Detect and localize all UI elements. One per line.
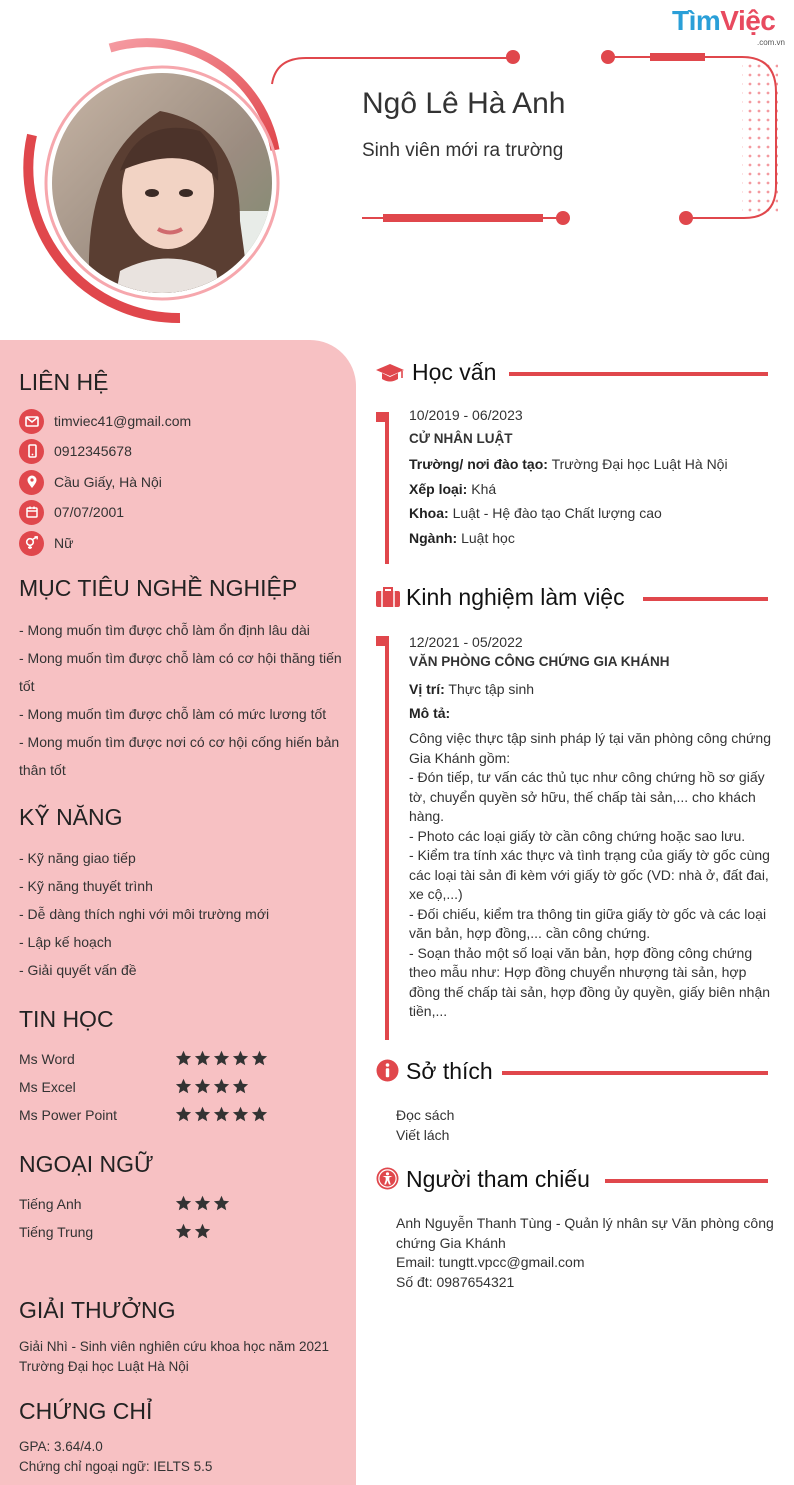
- timeline-bar: [385, 636, 389, 1040]
- skill-item: - Lập kế hoạch: [19, 934, 112, 950]
- it-item-name: Ms Power Point: [19, 1107, 118, 1123]
- contact-dob: [19, 499, 124, 525]
- language-item-name: Tiếng Anh: [19, 1196, 82, 1212]
- major-label: Ngành:: [409, 530, 458, 546]
- reference-line: Số đt: 0987654321: [396, 1273, 515, 1290]
- education-period: 10/2019 - 06/2023: [409, 407, 523, 423]
- language-rating: [175, 1195, 230, 1212]
- star-icon: [251, 1106, 268, 1123]
- star-icon: [213, 1195, 230, 1212]
- education-heading: Học vấn: [412, 359, 497, 385]
- objective-line: - Mong muốn tìm được nơi có cơ hội cống hiến bản: [19, 734, 340, 750]
- desc-line: - Soạn thảo một số loại văn bản, hợp đồng công chứng: [409, 944, 753, 961]
- skill-item: - Giải quyết vấn đề: [19, 962, 137, 978]
- skill-item: - Dễ dàng thích nghi với môi trường mới: [19, 906, 270, 922]
- candidate-role: Sinh viên mới ra trường: [362, 140, 564, 161]
- star-icon: [175, 1195, 192, 1212]
- calendar-icon: [19, 500, 44, 525]
- desc-line: hàng.: [409, 808, 445, 824]
- desc-line: các loại tài sản đi kèm với giấy tờ gốc (VD: nhà ở, đất đai,: [409, 866, 769, 883]
- objective-line: - Mong muốn tìm được chỗ làm có mức lương tốt: [19, 706, 327, 722]
- references-list: [396, 1214, 776, 1292]
- star-icon: [194, 1195, 211, 1212]
- experience-heading: Kinh nghiệm làm việc: [406, 584, 625, 610]
- star-icon: [194, 1106, 211, 1123]
- rank-value: Khá: [471, 481, 497, 497]
- major-value: Luật học: [461, 530, 515, 546]
- logo-part2: Việc: [720, 5, 776, 36]
- objective-line: thân tốt: [19, 762, 66, 778]
- experience-desc-label: [409, 701, 450, 725]
- education-school: [409, 452, 728, 476]
- graduation-cap-icon: [375, 362, 405, 384]
- star-icon: [232, 1050, 249, 1067]
- language-rating: [175, 1223, 211, 1240]
- reference-line: Anh Nguyễn Thanh Tùng - Quản lý nhân sự Văn phòng công: [396, 1215, 774, 1231]
- hobby-item: Đọc sách: [396, 1107, 455, 1123]
- phone-text: 0912345678: [54, 443, 132, 459]
- star-icon: [213, 1050, 230, 1067]
- person-icon: [376, 1167, 399, 1190]
- desc-line: đồng thế chấp tài sản, hợp đồng ủy quyền, giấy biên nhận: [409, 983, 771, 1000]
- desc-line: theo mẫu như: Hợp đồng chuyển nhượng tài sản, hợp: [409, 964, 747, 980]
- references-divider: [605, 1179, 768, 1183]
- experience-company: VĂN PHÒNG CÔNG CHỨNG GIA KHÁNH: [409, 654, 670, 669]
- desc-line: tờ, chuyển quyền sở hữu, thế chấp tài sản,... cho khách: [409, 788, 756, 805]
- desc-label: Mô tả:: [409, 705, 451, 721]
- avatar: [50, 71, 274, 295]
- desc-line: tiền,...: [409, 1003, 448, 1019]
- dob-text: 07/07/2001: [54, 504, 125, 520]
- experience-divider: [643, 597, 768, 601]
- rank-label: Xếp loại:: [409, 481, 468, 497]
- objective-line: - Mong muốn tìm được chỗ làm có cơ hội thăng tiến: [19, 650, 342, 666]
- star-icon: [213, 1078, 230, 1095]
- position-value: Thực tập sinh: [448, 681, 535, 697]
- it-rating: [175, 1050, 268, 1067]
- objective-line: - Mong muốn tìm được chỗ làm ổn định lâu dài: [19, 622, 310, 638]
- it-rating: [175, 1106, 268, 1123]
- star-icon: [232, 1078, 249, 1095]
- language-item-name: Tiếng Trung: [19, 1224, 94, 1240]
- desc-line: - Kiểm tra tính xác thực và tình trạng của giấy tờ gốc cùng: [409, 847, 770, 863]
- faculty-value: Luật - Hệ đào tạo Chất lượng cao: [452, 505, 662, 521]
- languages-heading: NGOẠI NGỮ: [19, 1151, 154, 1177]
- desc-line: - Đón tiếp, tư vấn các thủ tục như công chứng hồ sơ giấy: [409, 769, 765, 785]
- it-item-name: Ms Excel: [19, 1079, 76, 1095]
- timeline-bar: [385, 412, 389, 564]
- education-rank: [409, 477, 496, 501]
- star-icon: [194, 1050, 211, 1067]
- desc-line: Gia Khánh gồm:: [409, 749, 511, 766]
- gender-text: Nữ: [54, 535, 74, 551]
- hobby-item: Viết lách: [396, 1126, 450, 1143]
- awards-list: [19, 1337, 349, 1377]
- desc-line: - Đối chiếu, kiểm tra thông tin giữa giấy tờ gốc và các loại: [409, 905, 767, 922]
- position-label: Vị trí:: [409, 681, 445, 697]
- desc-line: văn bản, hợp đồng,... cần công chứng.: [409, 925, 651, 941]
- education-degree: CỬ NHÂN LUẬT: [409, 431, 513, 446]
- desc-line: xe cộ,...): [409, 886, 463, 902]
- cert-line: Chứng chỉ ngoại ngữ: IELTS 5.5: [19, 1459, 213, 1474]
- contact-email[interactable]: [19, 408, 191, 434]
- it-heading: TIN HỌC: [19, 1006, 114, 1032]
- skill-item: - Kỹ năng thuyết trình: [19, 878, 153, 894]
- award-line: Trường Đại học Luật Hà Nội: [19, 1359, 189, 1374]
- awards-heading: GIẢI THƯỞNG: [19, 1297, 176, 1323]
- contact-phone[interactable]: [19, 438, 132, 464]
- gender-icon: [19, 531, 44, 556]
- it-rating: [175, 1078, 249, 1095]
- star-icon: [194, 1223, 211, 1240]
- logo-subtext: .com.vn: [757, 38, 786, 47]
- hobbies-heading: Sở thích: [406, 1058, 493, 1084]
- contact-gender: [19, 530, 73, 556]
- experience-period: 12/2021 - 05/2022: [409, 634, 523, 650]
- star-icon: [175, 1050, 192, 1067]
- education-divider: [509, 372, 768, 376]
- star-icon: [213, 1106, 230, 1123]
- briefcase-icon: [375, 586, 401, 608]
- certs-list: [19, 1437, 349, 1477]
- certs-heading: CHỨNG CHỈ: [19, 1398, 153, 1424]
- info-icon: [376, 1059, 399, 1082]
- star-icon: [175, 1106, 192, 1123]
- email-text: timviec41@gmail.com: [54, 413, 192, 429]
- logo-part1: Tìm: [672, 5, 721, 36]
- phone-icon: [19, 439, 44, 464]
- star-icon: [194, 1078, 211, 1095]
- contact-address: [19, 469, 162, 495]
- experience-position: [409, 677, 534, 701]
- contact-heading: LIÊN HỆ: [19, 369, 109, 395]
- objective-list: [19, 616, 349, 784]
- candidate-name: Ngô Lê Hà Anh: [362, 87, 566, 120]
- star-icon: [175, 1223, 192, 1240]
- skills-list: [19, 844, 349, 984]
- school-value: Trường Đại học Luật Hà Nội: [551, 456, 728, 472]
- education-faculty: [409, 501, 662, 525]
- skills-heading: KỸ NĂNG: [19, 804, 123, 830]
- address-text: Cầu Giấy, Hà Nội: [54, 474, 162, 490]
- skill-item: - Kỹ năng giao tiếp: [19, 850, 136, 866]
- it-item-name: Ms Word: [19, 1051, 75, 1067]
- education-major: [409, 526, 515, 550]
- reference-line: Email: tungtt.vpcc@gmail.com: [396, 1254, 585, 1270]
- star-icon: [251, 1050, 268, 1067]
- desc-line: - Photo các loại giấy tờ cần công chứng hoặc sao lưu.: [409, 827, 746, 844]
- faculty-label: Khoa:: [409, 505, 449, 521]
- hobbies-divider: [502, 1071, 768, 1075]
- star-icon: [232, 1106, 249, 1123]
- email-icon: [19, 409, 44, 434]
- desc-line: Công việc thực tập sinh pháp lý tại văn phòng công chứng: [409, 730, 771, 746]
- experience-description: [409, 729, 779, 1022]
- school-label: Trường/ nơi đào tạo:: [409, 456, 548, 472]
- cert-line: GPA: 3.64/4.0: [19, 1439, 103, 1454]
- location-icon: [19, 470, 44, 495]
- star-icon: [175, 1078, 192, 1095]
- award-line: Giải Nhì - Sinh viên nghiên cứu khoa học năm 2021: [19, 1339, 329, 1354]
- objective-heading: MỤC TIÊU NGHỀ NGHIỆP: [19, 575, 298, 601]
- objective-line: tốt: [19, 678, 35, 694]
- reference-line: chứng Gia Khánh: [396, 1234, 506, 1251]
- hobbies-list: [396, 1106, 454, 1145]
- references-heading: Người tham chiếu: [406, 1166, 590, 1192]
- timviec-logo[interactable]: [672, 4, 775, 38]
